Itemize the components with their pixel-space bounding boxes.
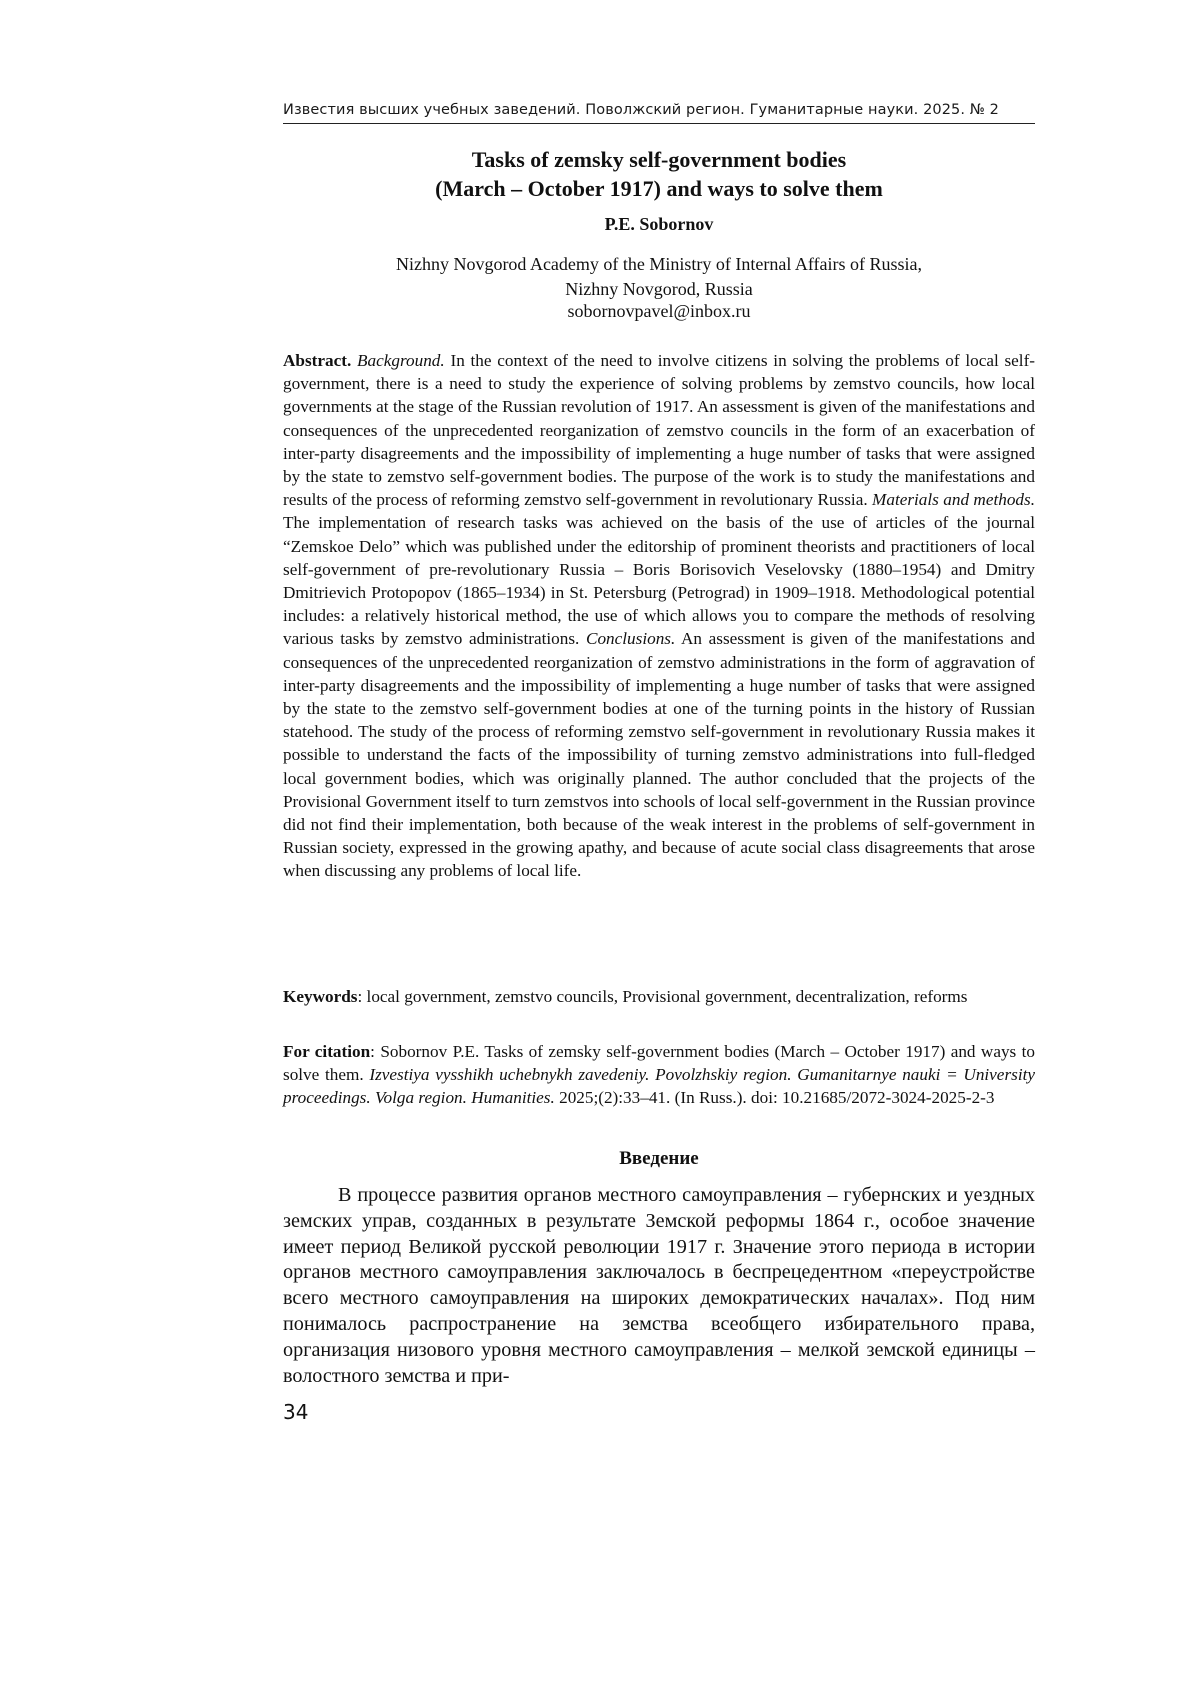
keywords-text: : local government, zemstvo councils, Provisional government, decentralization, reforms [357, 987, 968, 1006]
article-title [283, 145, 1035, 203]
methods-label: Materials and methods. [872, 490, 1036, 510]
methods-text: The implementation of research tasks was achieved on the basis of the use of articles of the journal “Zemskoe Delo” which was published under the editorship of prominent theorists and practitioners of local self-government of pre-revolutionary Russia – Boris Borisovich Veselovsky (1880–1954) and Dmitry Dmitrievich Protopopov (1865–1934) in St. Petersburg (Petrograd) in 1909–1918. Methodological potential includes: a relatively historical method, the use of which allows you to compare the methods of resolving various tasks by zemstvo administrations. [283, 513, 1035, 649]
citation [283, 1040, 1035, 1110]
abstract [283, 349, 1035, 883]
keywords [283, 985, 1035, 1008]
citation-label: For citation [283, 1042, 371, 1061]
introduction-paragraph: В процессе развития органов местного самоуправления – губернских и уездных земских управ, созданных в результате Земской реформы 1864 г., особое значение имеет период Великой русской революции 1917 г. Значение этого периода в истории органов местного самоуправления заключалось в беспрецедентном «переустройстве всего местного самоуправления на широких демократических началах». Под ним понималось распространение на земства всеобщего избирательного права, организация низового уровня местного самоуправления – мелкой земской единицы – волостного земства и при- [283, 1184, 1035, 1387]
keywords-label: Keywords [283, 987, 358, 1006]
conclusions-label: Conclusions. [586, 629, 676, 649]
article-title-line-1: Tasks of zemsky self-government bodies [471, 147, 847, 172]
citation-text: : Sobornov P.E. Tasks of zemsky self-government bodies (March – October 1917) and ways to solve them. [283, 1042, 1035, 1085]
page-number: 34 [283, 1400, 309, 1424]
running-header: Известия высших учебных заведений. Поволжский регион. Гуманитарные науки. 2025. № 2 [283, 102, 1035, 124]
affiliation-line-2: Nizhny Novgorod, Russia [565, 279, 753, 299]
citation-details: 2025;(2):33–41. (In Russ.). doi: 10.21685/2072-3024-2025-2-3 [559, 1088, 995, 1108]
affiliation-line-1: Nizhny Novgorod Academy of the Ministry of Internal Affairs of Russia, [395, 254, 923, 274]
author-name: P.E. Sobornov [604, 214, 714, 234]
abstract-label: Abstract. [283, 351, 352, 370]
author-affiliation [283, 252, 1035, 302]
citation-journal: Izvestiya vysshikh uchebnykh zavedeniy. Povolzhskiy region. Gumanitarnye nauki = University proceedings. Volga region. Humanities. [283, 1065, 1035, 1108]
author-email[interactable]: sobornovpavel@inbox.ru [567, 301, 751, 321]
article-title-line-2: (March – October 1917) and ways to solve them [435, 176, 883, 201]
background-label: Background. [357, 351, 445, 370]
background-text: In the context of the need to involve citizens in solving the problems of local self-government, there is a need to study the experience of solving problems by zemstvo councils, how local governments at the stage of the Russian revolution of 1917. An assessment is given of the manifestations and consequences of the unprecedented reorganization of zemstvo councils in the form of an exacerbation of inter-party disagreements and the impossibility of implementing a huge number of tasks that were assigned by the state to zemstvo self-government bodies. The purpose of the work is to study the manifestations and results of the process of reforming zemstvo self-government in revolutionary Russia. [283, 351, 1036, 510]
section-heading-introduction: Введение [619, 1148, 699, 1169]
conclusions-text: An assessment is given of the manifestations and consequences of the unprecedented reorganization of zemstvo administrations in the form of aggravation of inter-party disagreements and the impossibility of implementing a huge number of tasks that were assigned by the state to the zemstvo self-government bodies at one of the turning points in the history of Russian statehood. The study of the process of reforming zemstvo self-government in revolutionary Russia makes it possible to understand the facts of the impossibility of turning zemstvo administrations into full-fledged local government bodies, which was originally planned. The author concluded that the projects of the Provisional Government itself to turn zemstvos into schools of local self-government in the Russian province did not find their implementation, both because of the weak interest in the problems of self-government in Russian society, expressed in the growing apathy, and because of acute social class disagreements that arose when discussing any problems of local life. [283, 629, 1036, 881]
